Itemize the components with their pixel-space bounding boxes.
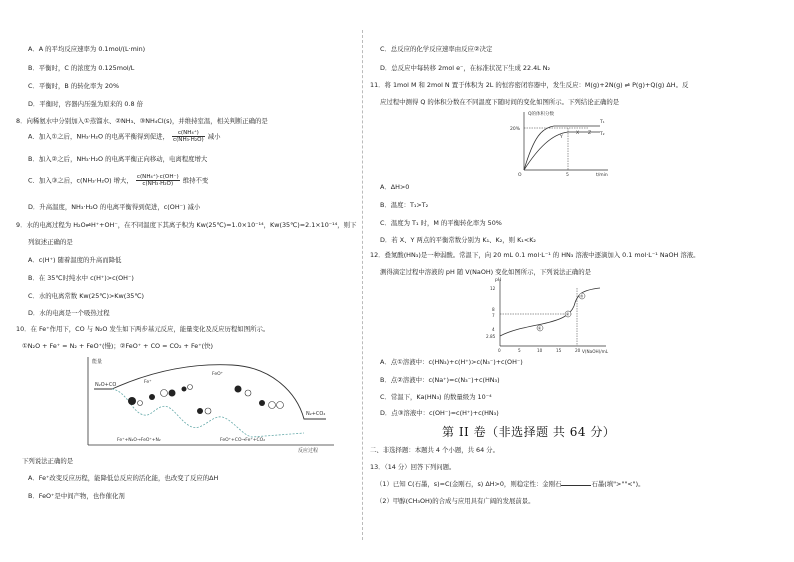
q8-a-fraction <box>172 130 205 143</box>
end-label: N₂+CO₂ <box>306 411 326 417</box>
label-t2: T₂ <box>600 132 605 137</box>
q9-option-b: B．在 35℃时纯水中 c(H⁺)>c(OH⁻) <box>28 274 134 282</box>
q10-option-d: D．总反应中每转移 2mol e⁻，在标准状况下生成 22.4L N₂ <box>380 64 551 72</box>
y-tick: 12 <box>490 286 496 291</box>
start-label: N₂O+CO <box>95 382 117 388</box>
x-tick: 10 <box>537 348 543 353</box>
q7-option-a: A．A 的平均反应速率为 0.1mol/(L·min) <box>28 45 146 53</box>
x-tick: 20 <box>575 348 581 353</box>
q8-c-denominator: c(NH₃·H₂O) <box>142 181 174 188</box>
q8-a-tail: 减小 <box>207 132 221 141</box>
q8-a-text: A．加入①之后，NH₃·H₂O 的电离平衡得到促进， <box>28 132 169 141</box>
q13-stem: 13．（14 分）回答下列问题。 <box>370 463 456 471</box>
step1-label: Fe⁺+N₂O→FeO⁺+N₂ <box>117 438 161 443</box>
q7-option-b: B．平衡时，C 的浓度为 0.125mol/L <box>28 64 135 72</box>
label-z: Z <box>588 131 592 136</box>
atom-circle <box>235 386 242 393</box>
y-tick: 2.85 <box>486 334 496 339</box>
q10-steps: ①N₂O + Fe⁺ = N₂ + FeO⁺(慢)；②FeO⁺ + CO = CO₂ + Fe⁺(快) <box>22 342 213 350</box>
atom-circle <box>182 387 187 392</box>
atom-circle <box>277 402 284 409</box>
atom-circle <box>245 390 251 396</box>
y-tick: 8 <box>492 307 495 312</box>
atom-circle <box>138 401 143 406</box>
energy-diagram <box>72 353 342 453</box>
label-t1: T₁ <box>600 120 605 125</box>
q11-option-b: B．温度：T₁>T₂ <box>380 201 429 209</box>
part2-title: 第 II 卷（非选择题 共 64 分） <box>442 425 616 439</box>
q12-option-b: B．点②溶液中：c(Na⁺)=c(N₃⁻)+c(HN₃) <box>380 376 500 384</box>
y-tick: 7 <box>492 313 495 318</box>
q11-graph <box>508 108 618 178</box>
label-x: X <box>576 131 580 136</box>
answer-blank[interactable] <box>561 485 591 486</box>
q8-stem: 8．向稀氨水中分别加入①蒸馏水、②NH₃、③NH₄Cl(s)，并维持室温，相关判断正确的是 <box>16 117 268 125</box>
x-axis-label: 反应过程 <box>298 448 319 453</box>
q12-option-c: C．常温下，Ka(HN₃) 的数量级为 10⁻⁴ <box>380 393 492 401</box>
atom-circle <box>197 408 203 414</box>
q8-a-numerator: c(NH₄⁺) <box>172 130 205 137</box>
y-tick-20: 20% <box>510 127 521 132</box>
q12-stem: 12．叠氮酸(HN₃)是一种弱酸。常温下，向 20 mL 0.1 mol·L⁻¹ 的 HN₃ 溶液中逐滴加入 0.1 mol·L⁻¹ NaOH 溶液。 <box>370 251 700 259</box>
q12-option-a: A．点①溶液中：c(HN₃)+c(H⁺)>c(N₃⁻)+c(OH⁻) <box>380 358 523 366</box>
q13-part2: （2）甲醇(CH₃OH)的合成与应用具有广阔的发展前景。 <box>376 497 535 505</box>
q8-option-d: D．升高温度，NH₃·H₂O 的电离平衡得到促进，c(OH⁻) 减小 <box>28 203 201 211</box>
point-2-label: ② <box>565 311 570 317</box>
x-axis-label: V(NaOH)/mL <box>582 349 609 354</box>
q10-question: 下列说法正确的是 <box>22 457 74 465</box>
q12-option-d: D．点③溶液中：c(OH⁻)=c(H⁺)+c(HN₃) <box>380 409 499 417</box>
x-tick: 0 <box>498 348 501 353</box>
x-axis-label: t/min <box>596 173 608 178</box>
x-tick: 15 <box>556 348 562 353</box>
q8-c-text: C．加入③之后，c(NH₃·H₂O) 增大， <box>28 176 133 185</box>
atom-circle <box>149 394 155 400</box>
atom-circle <box>188 385 193 390</box>
mid-label-1: Fe⁺ <box>144 380 152 385</box>
q13-part1-text: （1）已知 C(石墨，s)=C(金刚石，s) ΔH>0，则稳定性：金刚石 <box>376 480 562 488</box>
x-tick: 5 <box>518 348 521 353</box>
q10-option-b: B．FeO⁺是中间产物，也作催化剂 <box>28 492 125 500</box>
q8-c-tail: 维持不变 <box>182 176 209 185</box>
q13-part1 <box>376 481 644 487</box>
q7-option-c: C．平衡时，B 的转化率为 20% <box>28 82 120 90</box>
q8-option-a <box>28 130 221 143</box>
q9-option-d: D．水的电离是一个吸热过程 <box>28 309 110 317</box>
q11-option-c: C．温度为 T₁ 时，M 的平衡转化率为 50% <box>380 219 502 227</box>
q9-stem: 9．水的电离过程为 H₂O⇌H⁺+OH⁻，在不同温度下其离子积为 Kw(25℃)=1.0×10⁻¹⁴，Kw(35℃)=2.1×10⁻¹⁴，则下 <box>16 221 357 229</box>
q11-option-d: D．若 X、Y 两点的平衡常数分别为 K₁、K₂，则 K₁<K₂ <box>380 236 536 244</box>
origin: O <box>518 173 522 178</box>
q8-c-fraction <box>136 174 180 187</box>
step2-label: FeO⁺+CO→Fe⁺+CO₂ <box>220 438 265 443</box>
atom-circle <box>128 397 136 405</box>
y-axis-label: Q的体积分数 <box>528 112 555 117</box>
q9-option-a: A．c(H⁺) 随着温度的升高而降低 <box>28 256 122 264</box>
q10-option-c: C．总反应的化学反应速率由反应②决定 <box>380 45 493 53</box>
q11-stem-cont: 应过程中测得 Q 的体积分数在不同温度下随时间的变化如图所示。下列结论正确的是 <box>380 98 620 106</box>
point-3-label: ③ <box>579 293 584 299</box>
q8-a-denominator: c(NH₃·H₂O) <box>173 137 204 144</box>
atom-circle <box>169 390 176 397</box>
point-1-label: ① <box>537 325 542 331</box>
q8-option-b: B．加入②之后，NH₃·H₂O 的电离平衡正向移动，电离程度增大 <box>28 155 208 163</box>
titration-graph <box>482 276 612 354</box>
q10-stem: 10．在 Fe⁺作用下，CO 与 N₂O 发生如下两步基元反应，能量变化及反应历程如图所示。 <box>16 325 270 333</box>
atom-circle <box>259 400 265 406</box>
atom-circle <box>161 390 168 397</box>
x-tick-5: 5 <box>566 173 569 178</box>
q7-option-d: D．平衡时，容器内压强为原来的 0.8 倍 <box>28 100 144 108</box>
y-axis-label: pH <box>495 278 502 283</box>
label-y: Y <box>560 135 563 140</box>
q9-option-c: C．水的电离常数 Kw(25℃)>Kw(35℃) <box>28 292 145 300</box>
part2-intro: 二、非选择题：本题共 4 个小题，共 64 分。 <box>370 446 499 454</box>
q11-stem: 11．将 1mol M 和 2mol N 置于体积为 2L 的恒容密闭容器中，发生反应：M(g)+2N(g) ⇌ P(g)+Q(g) ΔH。反 <box>370 81 689 89</box>
mid-label-2: FeO⁺ <box>212 372 224 377</box>
atom-circle <box>269 402 276 409</box>
q11-option-a: A．ΔH>0 <box>380 183 410 191</box>
q8-c-numerator: c(NH₄⁺)·c(OH⁻) <box>136 174 179 180</box>
column-divider <box>362 30 363 540</box>
q9-stem-cont: 列叙述正确的是 <box>28 238 73 246</box>
y-tick: 4 <box>492 327 495 332</box>
q12-stem-cont: 测得滴定过程中溶液的 pH 随 V(NaOH) 变化如图所示，下列说法正确的是 <box>380 268 592 276</box>
atom-circle <box>205 408 211 414</box>
q13-part1-tail: 石墨(填">""<")。 <box>591 480 645 488</box>
q10-option-a: A．Fe⁺改变反应历程，能降低总反应的活化能，也改变了反应的ΔH <box>28 474 219 482</box>
y-axis-label: 能量 <box>92 359 103 365</box>
q8-option-c <box>28 174 208 187</box>
